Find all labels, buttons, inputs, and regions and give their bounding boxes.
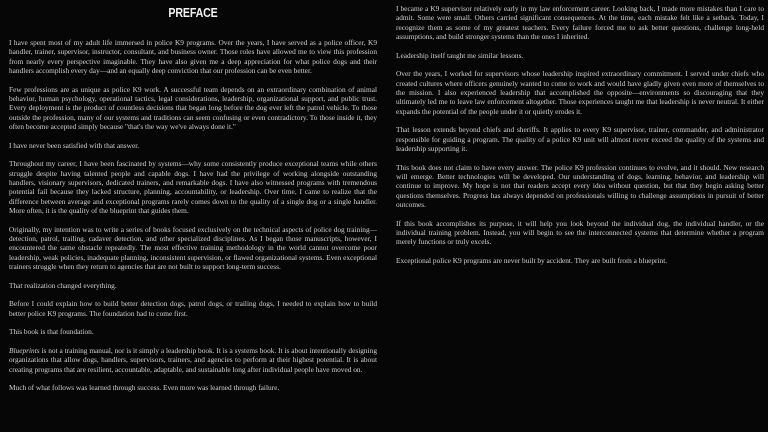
right-text-flow: [396, 4, 764, 275]
paragraph: If this book accomplishes its purpose, it will help you look beyond the individual dog, the individual handler, or the individual training problem. Instead, you will begin to see the interconnected systems that determine whether a program merely functions or truly excels.: [396, 218, 764, 247]
paragraph: That realization changed everything.: [9, 280, 117, 290]
paragraph: I have spent most of my adult life immersed in police K9 programs. Over the years, I have served as a police officer, K9 handler, trainer, supervisor, instructor, consultant, and business owner. Those roles have allowed me to view this profession from nearly every perspective imaginable. They have also given me a deep appreciation for what police dogs and their handlers accomplish every day—and an equally deep conviction that our profession can be even better.: [9, 38, 377, 76]
paragraph: That lesson extends beyond chiefs and sheriffs. It applies to every K9 supervisor, trainer, commander, and administrator responsible for guiding a program. The quality of a police K9 unit will almost never exceed the quality of the systems and leadership supporting it.: [396, 125, 764, 154]
paragraph: This book is that foundation.: [9, 327, 94, 337]
paragraph: Originally, my intention was to write a series of books focused exclusively on the technical aspects of police dog training—detection, patrol, trailing, cadaver detection, and other specialized disciplines. As I began those manuscripts, however, I encountered the same obstacle repeatedly. The most effective training methodology in the world cannot overcome poor leadership, weak policies, inadequate planning, inconsistent supervision, or flawed organizational systems. Even exceptional trainers struggle when they return to agencies that are not built to support long-term success.: [9, 224, 377, 272]
paragraph: Leadership itself taught me similar lessons.: [396, 50, 524, 60]
left-column: [9, 0, 377, 432]
paragraph: Much of what follows was learned through success. Even more was learned through failure.: [9, 383, 280, 393]
left-text-flow: [9, 38, 377, 402]
right-column: [396, 0, 764, 432]
book-title-emphasis: Blueprints: [9, 345, 40, 355]
paragraph: Before I could explain how to build better detection dogs, patrol dogs, or trailing dogs, I needed to explain how to build better police K9 programs. The foundation had to come first.: [9, 299, 377, 318]
paragraph: I have never been satisfied with that answer.: [9, 140, 140, 150]
paragraph: This book does not claim to have every answer. The police K9 profession continues to evolve, and it should. New research will emerge. Better technologies will be developed. Our understanding of dogs, learning, behavior, and leadership will continue to improve. My hope is not that readers accept every idea without question, but that they begin asking better questions themselves. Progress has always depended on professionals willing to challenge assumptions in pursuit of better outcomes.: [396, 162, 764, 210]
paragraph: [9, 346, 377, 374]
paragraph: I became a K9 supervisor relatively early in my law enforcement career. Looking back, I made more mistakes than I care to admit. Some were small. Others carried significant consequences. At the time, each mistake felt like a setback. Today, I recognize them as some of my greatest teachers. Every failure forced me to ask better questions, challenge long-held assumptions, and build stronger systems than the ones I inherited.: [396, 4, 764, 42]
paragraph: Exceptional police K9 programs are never built by accident. They are built from a blueprint.: [396, 256, 668, 265]
paragraph: Over the years, I worked for supervisors whose leadership inspired extraordinary commitment. I served under chiefs who created cultures where officers genuinely wanted to come to work and would have gladly given even more of themselves to the mission. I also experienced leadership that accomplished the opposite—environments so discouraging that they ultimately led me to leave law enforcement altogether. Those experiences taught me that leadership is never neutral. It either expands the potential of the people under it or quietly erodes it.: [396, 69, 764, 116]
paragraph-text: is not a training manual, nor is it simply a leadership book. It is a systems book. It is about intentionally designing organizations that allow dogs, handlers, supervisors, trainers, and agencies to perform at their highest potential. It is about creating programs that are resilient, accountable, adaptable, and sustainable long after individual people have moved on.: [9, 345, 377, 374]
page-title: PREFACE: [168, 5, 218, 20]
paragraph: Throughout my career, I have been fascinated by systems—why some consistently produce exceptional teams while others struggle despite having talented people and capable dogs. I have had the privilege of working alongside outstanding handlers, visionary supervisors, dedicated trainers, and remarkable dogs. I have also witnessed programs with tremendous potential fail because they lacked structure, planning, accountability, or leadership. Over time, I came to realize that the difference between average and exceptional programs rarely comes down to the quality of a single dog or a single handler. More often, it is the quality of the blueprint that guides them.: [9, 159, 377, 216]
paragraph: Few professions are as unique as police K9 work. A successful team depends on an extraordinary combination of animal behavior, human psychology, operational tactics, legal considerations, leadership, organizational support, and public trust. Every deployment is the product of countless decisions that began long before the dog ever left the patrol vehicle. To those outside the profession, many of our systems and traditions can seem confusing or even contradictory. To those inside it, they often become accepted simply because "that's the way we've always done it.": [9, 84, 377, 132]
